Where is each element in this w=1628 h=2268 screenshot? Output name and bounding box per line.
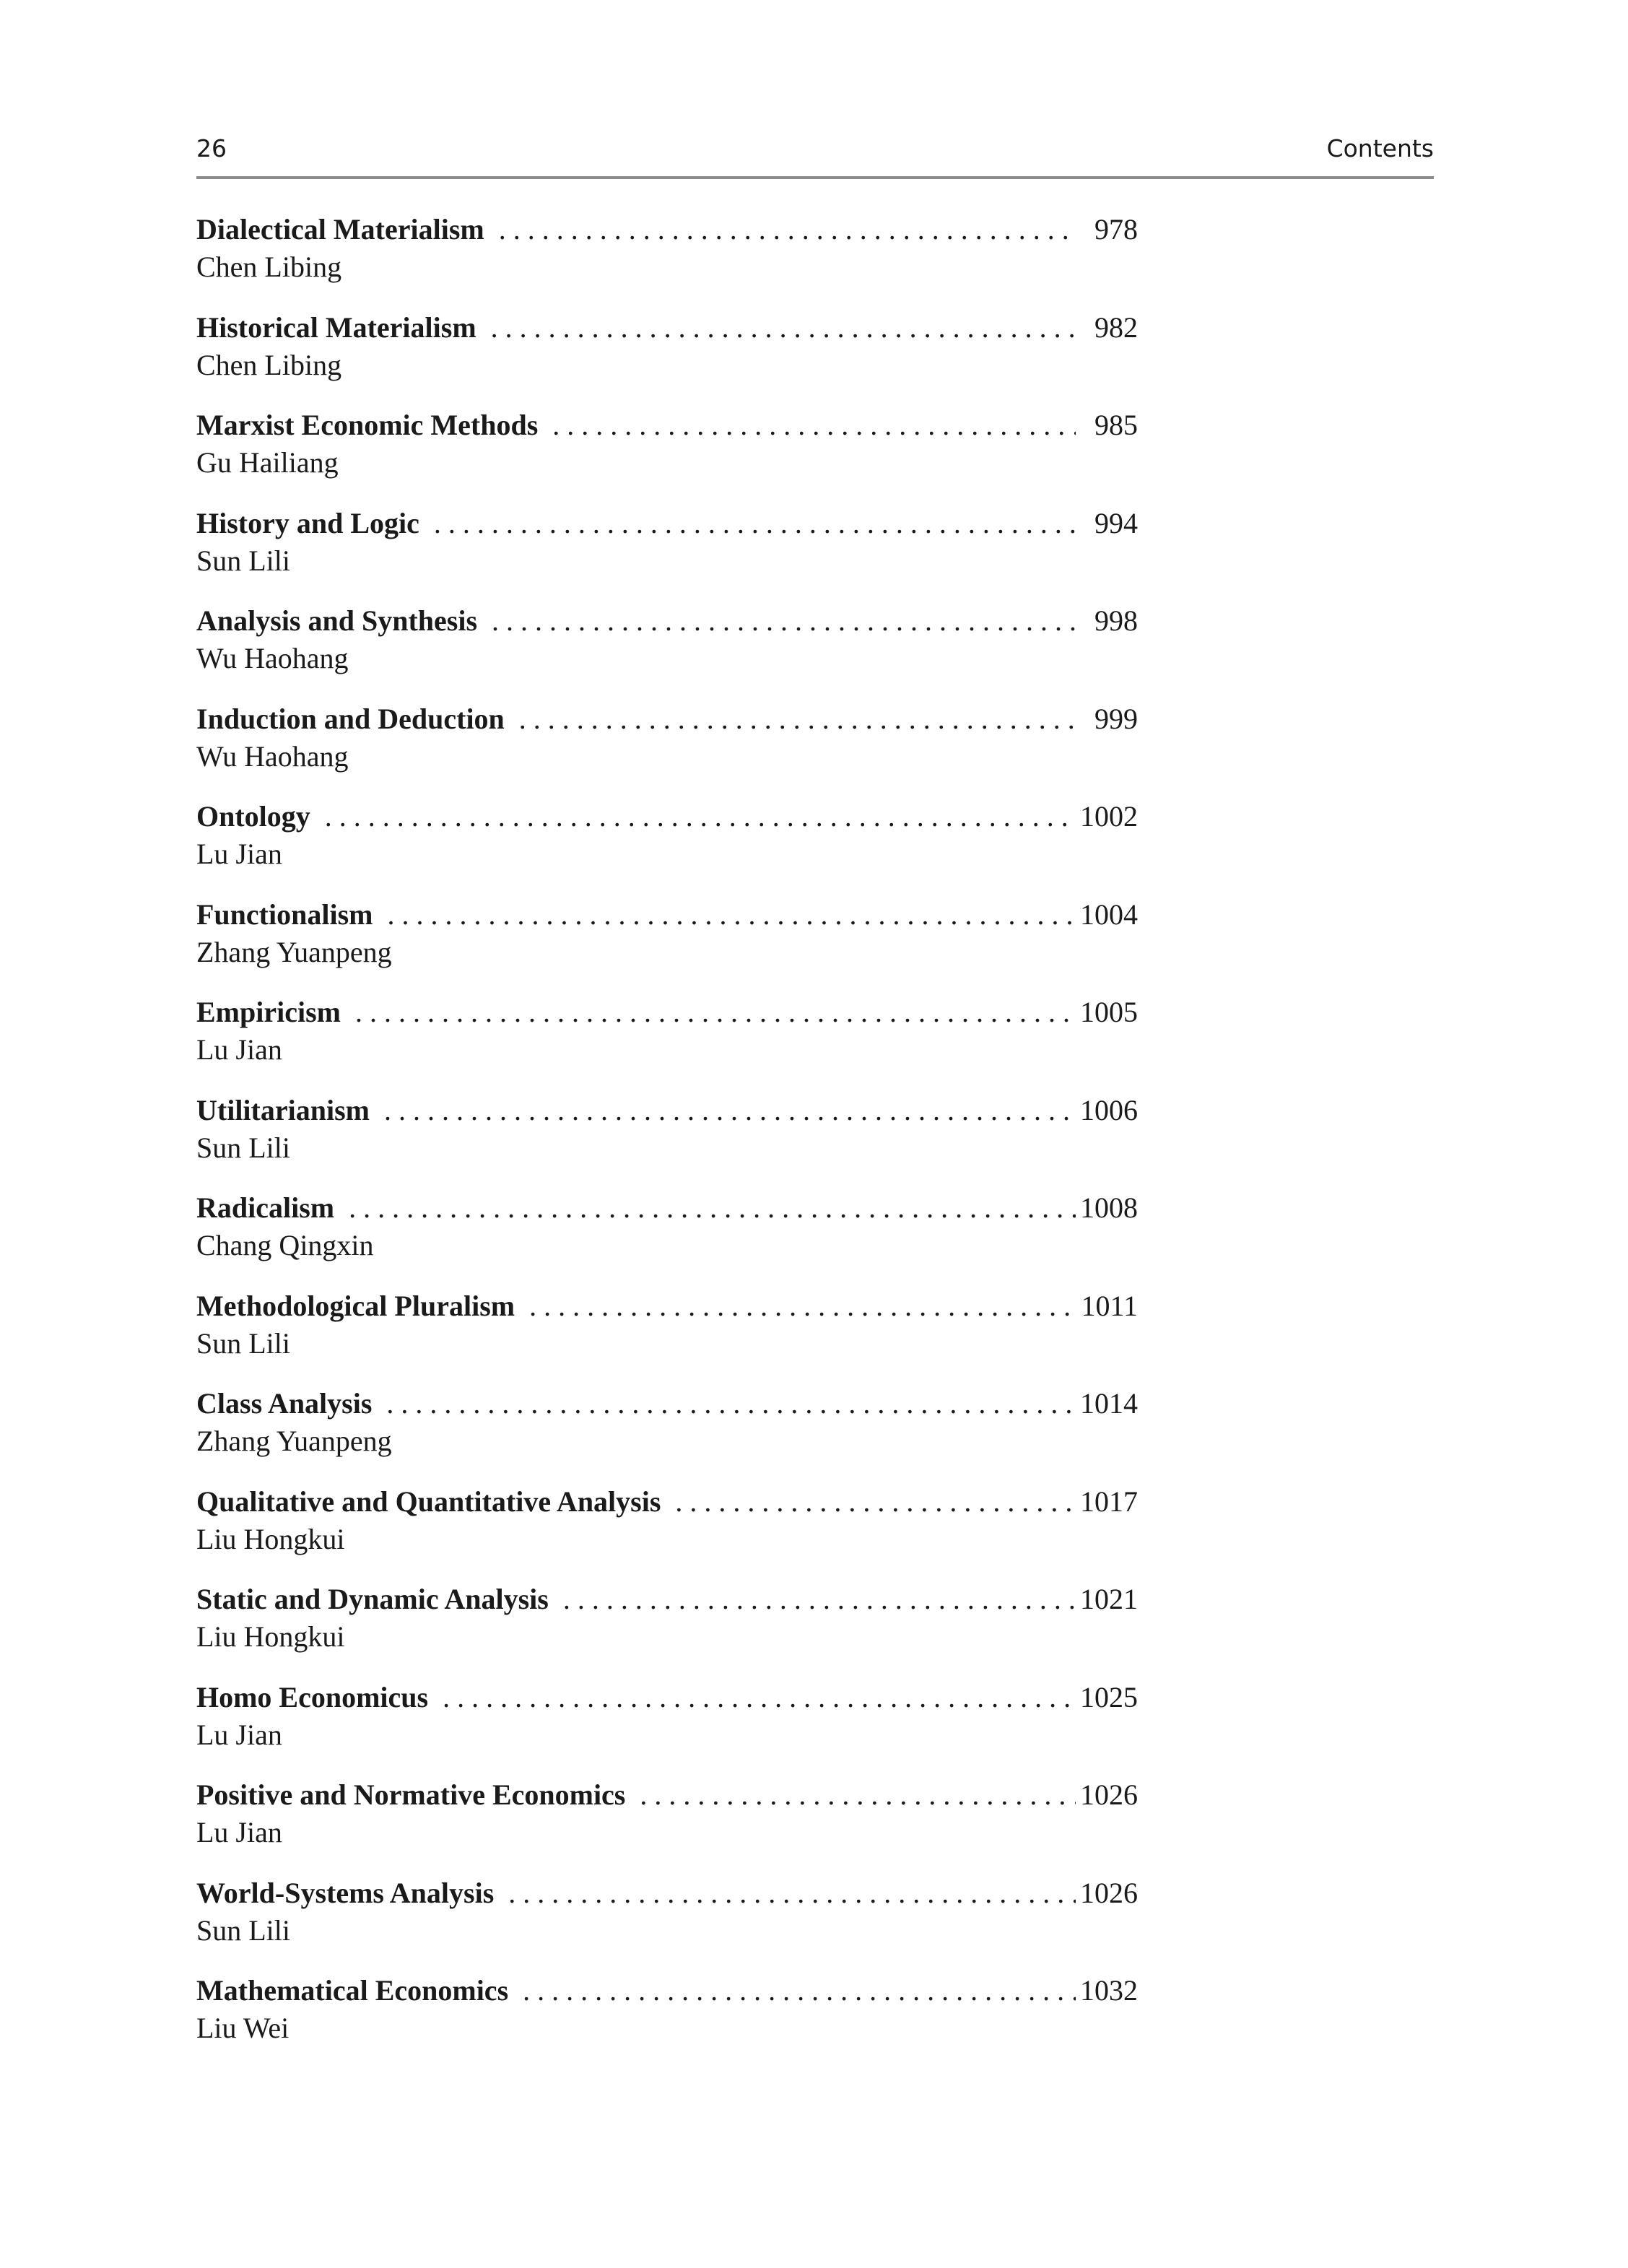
toc-entry-line <box>196 895 1138 935</box>
entry-author: Wu Haohang <box>196 739 349 773</box>
entry-page-number: 1011 <box>1081 1289 1138 1322</box>
dot-leader <box>523 1971 1076 2011</box>
entry-title: Methodological Pluralism <box>196 1289 515 1322</box>
toc-entry <box>196 1775 1138 1873</box>
dot-leader <box>499 209 1076 250</box>
entry-page-number: 982 <box>1094 310 1138 344</box>
dot-leader <box>434 503 1076 544</box>
toc-entry-line <box>196 405 1138 446</box>
toc-entry-line <box>196 1286 1138 1326</box>
dot-leader <box>387 895 1076 935</box>
entry-title: Historical Materialism <box>196 310 476 344</box>
toc-entry-line <box>196 699 1138 739</box>
entry-author: Chen Libing <box>196 348 342 381</box>
toc-entry-line <box>196 1775 1138 1815</box>
page-header <box>196 130 1434 179</box>
entry-author: Sun Lili <box>196 1326 291 1360</box>
toc-entry-line <box>196 601 1138 641</box>
toc-entry <box>196 1677 1138 1776</box>
dot-leader <box>640 1775 1076 1815</box>
toc-entry-line <box>196 1188 1138 1228</box>
dot-leader <box>675 1482 1076 1522</box>
entry-title: Induction and Deduction <box>196 702 505 735</box>
dot-leader <box>384 1090 1076 1131</box>
toc-entry <box>196 1482 1138 1580</box>
entry-author: Lu Jian <box>196 1816 282 1848</box>
toc-entry-line <box>196 209 1138 250</box>
entry-author: Sun Lili <box>196 544 291 577</box>
dot-leader <box>519 699 1076 739</box>
entry-page-number: 1006 <box>1080 1093 1138 1126</box>
entry-page-number: 1014 <box>1080 1387 1138 1420</box>
toc-entry <box>196 601 1138 699</box>
entry-page-number: 1025 <box>1080 1680 1138 1713</box>
toc-entry <box>196 1286 1138 1384</box>
toc-entry <box>196 992 1138 1090</box>
entry-title: Dialectical Materialism <box>196 213 484 246</box>
entry-author: Zhang Yuanpeng <box>196 1425 392 1457</box>
entry-title: Marxist Economic Methods <box>196 409 539 441</box>
entry-title: Functionalism <box>196 898 373 931</box>
toc-entry <box>196 1188 1138 1286</box>
entry-author: Wu Haohang <box>196 642 349 674</box>
entry-author: Sun Lili <box>196 1913 291 1947</box>
running-head: Contents <box>1326 134 1434 162</box>
toc-entry-line <box>196 1383 1138 1424</box>
entry-author: Chang Qingxin <box>196 1229 374 1261</box>
toc-entry-line <box>196 1090 1138 1131</box>
toc-entry <box>196 405 1138 503</box>
entry-title: World-Systems Analysis <box>196 1876 495 1909</box>
dot-leader <box>325 796 1076 837</box>
entry-title: Utilitarianism <box>196 1093 370 1126</box>
toc-entry <box>196 1579 1138 1677</box>
dot-leader <box>563 1579 1076 1620</box>
entry-title: Class Analysis <box>196 1387 373 1420</box>
entry-title: Homo Economicus <box>196 1680 429 1713</box>
toc-entry <box>196 1873 1138 1971</box>
entry-title: Empiricism <box>196 996 341 1028</box>
toc-entry-line <box>196 992 1138 1033</box>
entry-page-number: 1004 <box>1080 898 1138 931</box>
entry-page-number: 999 <box>1094 702 1138 735</box>
entry-author: Gu Hailiang <box>196 446 339 479</box>
dot-leader <box>443 1677 1076 1718</box>
entry-page-number: 1005 <box>1080 996 1138 1028</box>
toc-entry <box>196 308 1138 406</box>
dot-leader <box>349 1188 1076 1228</box>
toc-entry <box>196 699 1138 797</box>
toc-entry <box>196 209 1138 308</box>
dot-leader <box>508 1873 1076 1913</box>
dot-leader <box>529 1286 1076 1326</box>
toc-entry <box>196 1971 1138 2069</box>
page-number: 26 <box>196 134 227 162</box>
entry-title: Mathematical Economics <box>196 1974 509 2007</box>
entry-author: Liu Wei <box>196 2012 290 2044</box>
entry-title: Radicalism <box>196 1191 335 1224</box>
toc-entry-line <box>196 1579 1138 1620</box>
toc-entry <box>196 895 1138 993</box>
entry-page-number: 994 <box>1094 506 1138 539</box>
dot-leader <box>492 601 1076 641</box>
entry-page-number: 1032 <box>1080 1974 1138 2007</box>
toc-entry-line <box>196 796 1138 837</box>
table-of-contents <box>196 209 1138 2069</box>
entry-title: Analysis and Synthesis <box>196 604 478 637</box>
entry-author: Zhang Yuanpeng <box>196 935 392 968</box>
entry-page-number: 1008 <box>1080 1191 1138 1224</box>
toc-entry-line <box>196 1677 1138 1718</box>
entry-author: Lu Jian <box>196 1033 282 1066</box>
entry-title: History and Logic <box>196 506 419 539</box>
entry-author: Sun Lili <box>196 1131 291 1164</box>
dot-leader <box>355 992 1076 1033</box>
toc-entry <box>196 796 1138 895</box>
entry-author: Lu Jian <box>196 1718 282 1751</box>
dot-leader <box>491 308 1076 348</box>
entry-author: Chen Libing <box>196 251 342 283</box>
entry-title: Qualitative and Quantitative Analysis <box>196 1485 661 1518</box>
entry-title: Static and Dynamic Analysis <box>196 1583 549 1615</box>
entry-page-number: 985 <box>1094 409 1138 441</box>
toc-entry <box>196 503 1138 601</box>
entry-author: Liu Hongkui <box>196 1522 345 1555</box>
entry-page-number: 1026 <box>1080 1876 1138 1909</box>
entry-page-number: 1002 <box>1080 800 1138 833</box>
entry-page-number: 1026 <box>1080 1778 1138 1811</box>
toc-entry-line <box>196 1873 1138 1913</box>
entry-author: Lu Jian <box>196 838 282 870</box>
entry-title: Ontology <box>196 800 310 833</box>
dot-leader <box>552 405 1076 446</box>
entry-page-number: 978 <box>1094 213 1138 246</box>
toc-entry <box>196 1383 1138 1482</box>
toc-entry-line <box>196 308 1138 348</box>
entry-page-number: 1017 <box>1080 1485 1138 1518</box>
entry-page-number: 998 <box>1094 604 1138 637</box>
dot-leader <box>386 1383 1076 1424</box>
toc-entry <box>196 1090 1138 1189</box>
toc-entry-line <box>196 1971 1138 2011</box>
toc-entry-line <box>196 503 1138 544</box>
entry-author: Liu Hongkui <box>196 1620 345 1653</box>
toc-entry-line <box>196 1482 1138 1522</box>
entry-title: Positive and Normative Economics <box>196 1778 626 1811</box>
entry-page-number: 1021 <box>1080 1583 1138 1615</box>
